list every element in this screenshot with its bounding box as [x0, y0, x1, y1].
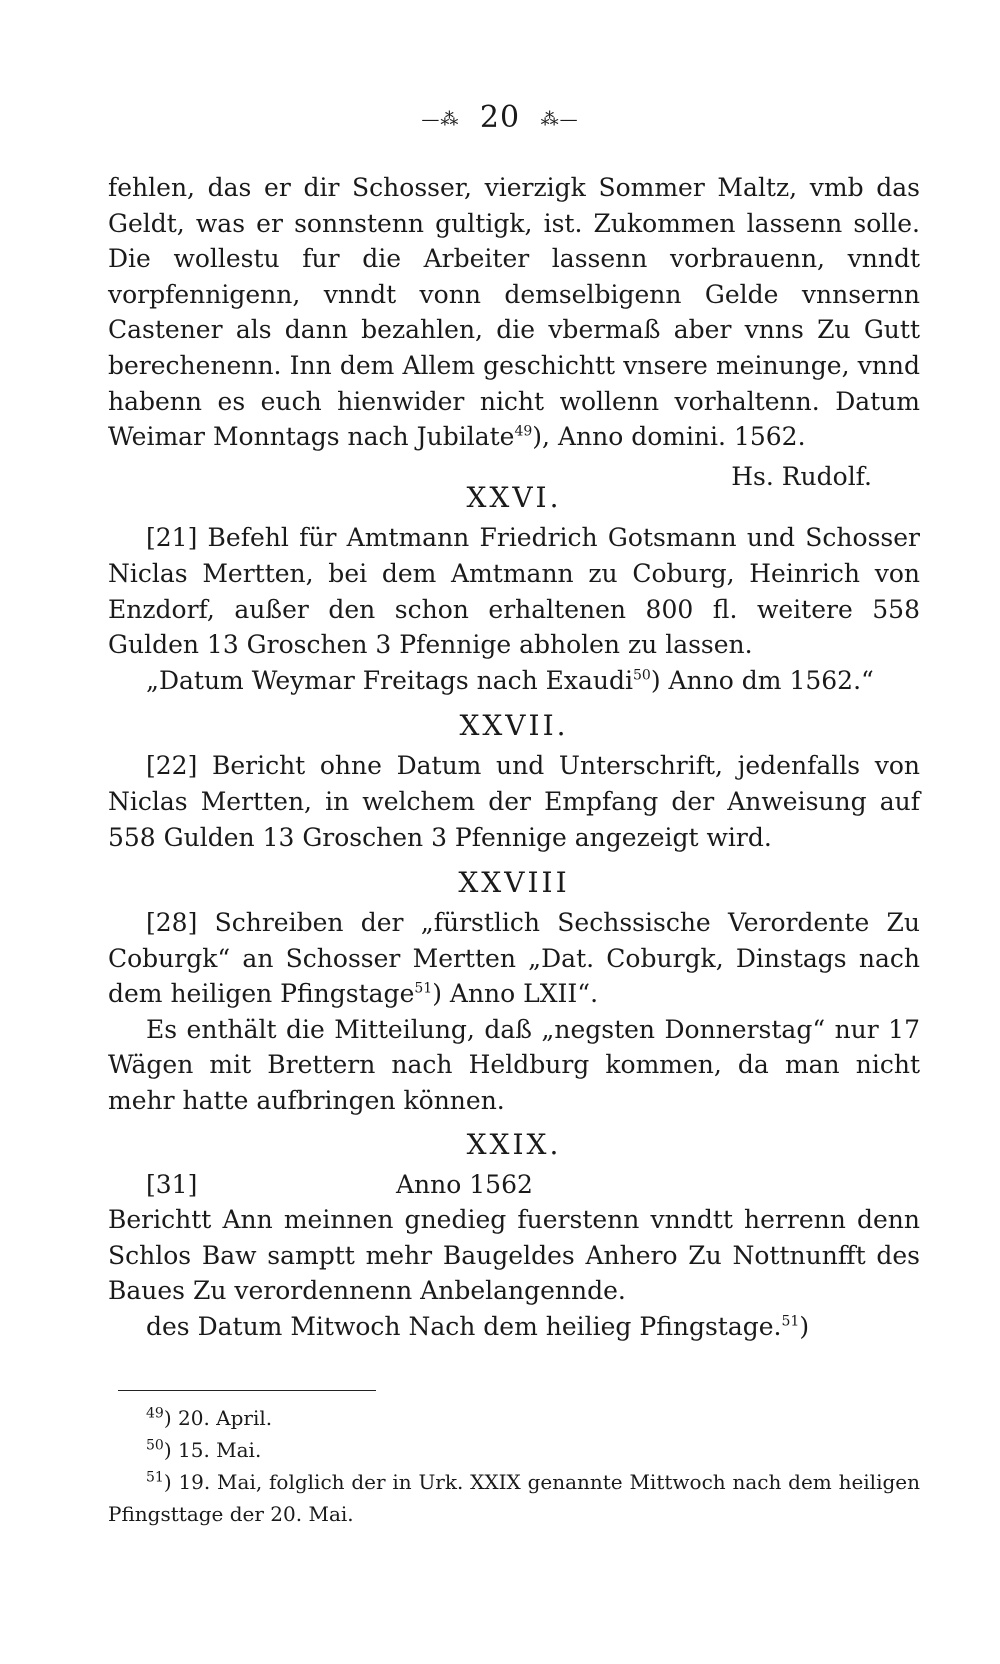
quote-tail: ) Anno dm 1562.“ — [650, 665, 874, 695]
intro-paragraph — [108, 170, 920, 455]
quote-text: „Datum Weymar Freitags nach Exaudi — [146, 665, 634, 695]
section-xxix-paragraph-2 — [108, 1309, 920, 1345]
section-heading-xxix: XXIX. — [466, 1127, 562, 1161]
document-number: [31] — [146, 1169, 198, 1199]
intro-tail: ), Anno domini. 1562. — [532, 422, 806, 452]
footnote-ref-51: 51 — [414, 980, 433, 997]
section-xxviii-paragraph-2: Es enthält die Mitteilung, daß „negsten Donnerstag“ nur 17 Wägen mit Brettern nach Heldburg kommen, da man nicht mehr hatte aufbringen können. — [108, 1014, 920, 1116]
footnote-text: ) 15. Mai. — [163, 1438, 262, 1462]
section-xxvi-paragraph: [21] Befehl für Amtmann Friedrich Gotsmann und Schosser Niclas Mertten, bei dem Amtmann zu Coburg, Heinrich von Enzdorf, außer den schon erhaltenen 800 fl. weitere 558 Gulden 13 Groschen 3 Pfennige abholen zu lassen. — [108, 523, 920, 660]
section-heading-xxvi: XXVI. — [466, 481, 562, 515]
section-xxviii-paragraph-1 — [108, 905, 920, 1012]
footnote-ref-51b: 51 — [781, 1313, 800, 1330]
footnote-ref-50: 50 — [633, 667, 651, 684]
header-left-ornament: —⁂ — [421, 108, 460, 130]
footnote-number: 49 — [146, 1405, 164, 1422]
footnote-50 — [108, 1434, 920, 1466]
section-heading-xxvii: XXVII. — [459, 709, 569, 743]
section-heading-xxviii: XXVIII — [458, 866, 570, 900]
section-xxviii-text: [28] Schreiben der „fürstlich Sechssische Verordente Zu Coburgk“ an Schosser Mertten „Dat. Coburgk, Dinstags nach dem heiligen Pfingstage — [108, 908, 920, 1009]
intro-text: fehlen, das er dir Schosser, vierzigk Sommer Maltz, vmb das Geldt, was er sonnstenn gultigk, ist. Zukommen lassenn solle. Die wollestu fur die Arbeiter lassenn vorbrauenn, vnndt vorpfennigenn, vnndt vonn demselbigenn Gelde vnnsernn Castener als dann bezahlen, die vbermaß aber vnns Zu Gutt berechenenn. Inn dem Allem geschichtt vnsere meinunge, vnnd habenn es euch hienwider nicht wollenn vorhaltenn. Datum Weimar Monntags nach Jubilate — [108, 173, 920, 452]
footnotes — [108, 1402, 920, 1530]
footnote-ref-49: 49 — [514, 423, 533, 440]
footnote-divider — [118, 1390, 376, 1391]
footnote-text: ) 19. Mai, folglich der in Urk. XXIX genannte Mittwoch nach dem heiligen Pfingsttage der 20. Mai. — [108, 1470, 920, 1526]
footnote-49 — [108, 1402, 920, 1434]
header-right-ornament: ⁂— — [540, 108, 579, 130]
footnote-number: 50 — [146, 1437, 164, 1454]
footnote-text: ) 20. April. — [163, 1406, 273, 1430]
section-xxviii-tail: ) Anno LXII“. — [432, 979, 599, 1009]
section-xxix-text: des Datum Mitwoch Nach dem heilieg Pfingstage. — [146, 1312, 782, 1342]
section-xxvii-paragraph: [22] Bericht ohne Datum und Unterschrift, jedenfalls von Niclas Mertten, in welchem der Empfang der Anweisung auf 558 Gulden 13 Groschen 3 Pfennige angezeigt wird. — [108, 751, 920, 852]
anno-line: Anno 1562 — [396, 1169, 533, 1199]
section-xxix-tail: ) — [799, 1312, 810, 1342]
footnote-number: 51 — [146, 1469, 164, 1486]
section-xxvi-quote — [108, 663, 920, 699]
page-header — [0, 100, 1000, 135]
section-xxix-anno-row — [146, 1167, 920, 1203]
page-body — [108, 170, 920, 1345]
section-xxix-paragraph-1: Berichtt Ann meinnen gnedieg fuerstenn vnndtt herrenn denn Schlos Baw samptt mehr Baugeldes Anhero Zu Nottnunfft des Baues Zu verordennenn Anbelangennde. — [108, 1205, 920, 1306]
footnote-51 — [108, 1466, 920, 1530]
page-number: 20 — [479, 100, 521, 135]
signature: Hs. Rudolf. — [731, 461, 872, 491]
